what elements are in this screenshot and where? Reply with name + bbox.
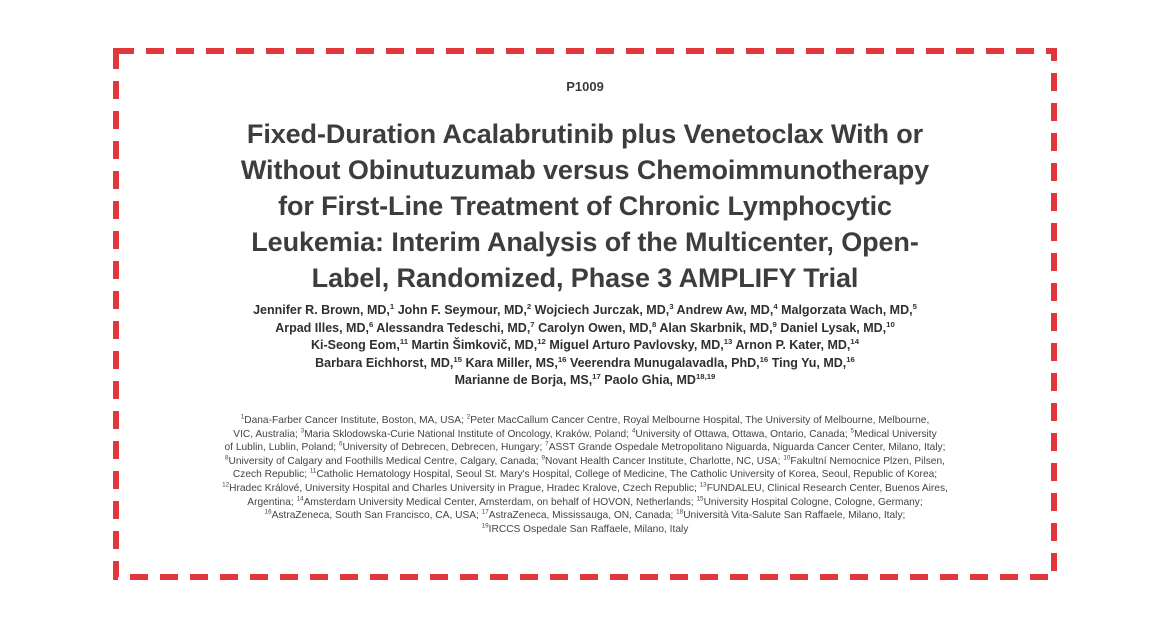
author-name: Kara Miller, MS, (461, 355, 558, 370)
affiliation-text: Maria Sklodowska-Curie National Institute of Oncology, Kraków, Poland; (304, 428, 632, 440)
author-name: Ki-Seong Eom, (310, 338, 400, 352)
affiliation-text: University of Debrecen, Debrecen, Hungary; (342, 442, 546, 454)
author-line (133, 355, 1037, 373)
affiliation-text: FUNDALEU, Clinical Research Center, Buenos Aires, (706, 482, 948, 494)
author-affiliation-number: 16 (846, 354, 855, 364)
author-name: Marianne de Borja, MS, (454, 373, 593, 387)
affiliation-line (123, 496, 1047, 510)
affiliation-number: 1 (240, 413, 245, 421)
affiliation-text: Catholic Hematology Hospital, Seoul St. Mary's Hospital, College of Medicine, The Catholic University of Korea, Seoul, Republic of Korea; (316, 469, 938, 481)
affiliation-text: ASST Grande Ospedale Metropolitano Niguarda, Niguarda Cancer Center, Milano, Italy; (548, 442, 946, 454)
affiliation-text: Amsterdam University Medical Center, Amsterdam, on behalf of HOVON, Netherlands; (303, 496, 697, 508)
affiliation-number: 9 (541, 454, 545, 462)
author-affiliation-number: 4 (773, 301, 778, 311)
author-line (133, 337, 1037, 355)
author-name: Wojciech Jurczak, MD, (531, 303, 670, 317)
author-affiliation-number: 18,19 (695, 371, 716, 381)
affiliation-text: VIC, Australia; (233, 428, 301, 440)
author-name: John F. Seymour, MD, (394, 303, 527, 317)
affiliation-text: Argentina; (247, 496, 297, 508)
author-name: Arpad Illes, MD, (275, 320, 369, 335)
author-name: Arnon P. Kater, MD, (732, 338, 851, 352)
affiliation-line (123, 455, 1047, 469)
author-name: Daniel Lysak, MD, (776, 320, 887, 335)
author-affiliation-number: 6 (368, 319, 374, 329)
affiliation-number: 15 (696, 495, 704, 503)
author-affiliation-number: 12 (537, 336, 546, 346)
author-name: Veerendra Munugalavadla, PhD, (566, 355, 760, 370)
affiliation-number: 14 (296, 495, 304, 503)
affiliation-text: University Hospital Cologne, Cologne, Germany; (703, 496, 923, 508)
affiliation-number: 8 (225, 454, 229, 462)
author-name: Martin Šimkovič, MD, (408, 338, 538, 352)
affiliation-text: University of Ottawa, Ottawa, Ontario, Canada; (635, 428, 851, 440)
affiliation-text: Medical University (854, 428, 937, 440)
affiliation-line (123, 441, 1047, 455)
affiliation-number: 18 (676, 508, 684, 516)
affiliation-number: 7 (545, 440, 549, 448)
author-name: Andrew Aw, MD, (673, 303, 774, 317)
author-affiliation-number: 16 (759, 354, 769, 364)
affiliation-number: 12 (222, 481, 230, 489)
author-name: Alessandra Tedeschi, MD, (373, 320, 531, 335)
affiliation-text: AstraZeneca, Mississauga, ON, Canada; (488, 510, 677, 522)
author-affiliation-number: 15 (453, 354, 462, 364)
author-name: Alan Skarbnik, MD, (656, 320, 773, 335)
affiliation-text: Fakultní Nemocnice Plzen, Pilsen, (790, 455, 945, 467)
title-line: Leukemia: Interim Analysis of the Multicenter, Open- (251, 227, 919, 257)
affiliation-number: 3 (300, 427, 305, 435)
affiliation-text: Università Vita-Salute San Raffaele, Milano, Italy; (683, 510, 906, 522)
title-line: for First-Line Treatment of Chronic Lymphocytic (278, 191, 892, 221)
author-list (133, 302, 1037, 390)
author-affiliation-number: 1 (389, 301, 395, 311)
author-affiliation-number: 17 (592, 371, 601, 381)
affiliation-number: 6 (338, 440, 343, 448)
affiliation-list (123, 414, 1047, 536)
affiliation-text: Peter MacCallum Cancer Centre, Royal Melbourne Hospital, The University of Melbourne, Melbourne, (470, 415, 930, 426)
affiliation-text: AstraZeneca, South San Francisco, CA, USA; (271, 510, 482, 522)
author-affiliation-number: 5 (912, 301, 917, 311)
title-line: Without Obinutuzumab versus Chemoimmunotherapy (240, 155, 930, 185)
author-name: Carolyn Owen, MD, (534, 320, 652, 335)
author-line (133, 372, 1037, 390)
affiliation-text: Dana-Farber Cancer Institute, Boston, MA, USA; (244, 415, 467, 426)
author-name: Malgorzata Wach, MD, (777, 303, 913, 317)
author-affiliation-number: 2 (526, 301, 532, 311)
author-affiliation-number: 14 (850, 336, 860, 346)
affiliation-text: of Lublin, Lublin, Poland; (224, 442, 339, 454)
author-affiliation-number: 10 (886, 319, 895, 329)
affiliation-text: Czech Republic; (232, 469, 310, 481)
affiliation-number: 11 (309, 467, 317, 475)
affiliation-text: IRCCS Ospedale San Raffaele, Milano, Italy (488, 523, 689, 535)
affiliation-line (123, 428, 1047, 442)
dashed-frame (113, 48, 1057, 580)
affiliation-number: 4 (631, 427, 636, 435)
affiliation-text: Novant Health Cancer Institute, Charlotte, NC, USA; (544, 455, 784, 467)
abstract-code: P1009 (566, 79, 604, 94)
affiliation-number: 13 (699, 481, 707, 489)
author-name: Jennifer R. Brown, MD, (253, 303, 390, 317)
author-name: Barbara Eichhorst, MD, (315, 355, 454, 370)
author-affiliation-number: 3 (669, 301, 674, 311)
title-line: Fixed-Duration Acalabrutinib plus Venetoclax With or (246, 119, 924, 149)
author-affiliation-number: 8 (652, 319, 657, 329)
affiliation-number: 17 (481, 508, 489, 516)
author-affiliation-number: 13 (723, 336, 733, 346)
affiliation-number: 5 (850, 427, 855, 435)
affiliation-text: University of Calgary and Foothills Medical Centre, Calgary, Canada; (228, 455, 542, 467)
author-name: Miguel Arturo Pavlovsky, MD, (545, 338, 724, 352)
affiliation-line (123, 468, 1047, 482)
affiliation-number: 16 (264, 508, 272, 516)
author-affiliation-number: 16 (557, 354, 567, 364)
affiliation-text: Hradec Králové, University Hospital and Charles University in Prague, Hradec Kralove, Czech Republic; (229, 482, 700, 494)
affiliation-line (123, 509, 1047, 523)
affiliation-number: 2 (466, 413, 471, 421)
author-line (133, 302, 1037, 320)
author-affiliation-number: 9 (772, 319, 777, 329)
title-line: Label, Randomized, Phase 3 AMPLIFY Trial (311, 263, 859, 293)
affiliation-line (123, 523, 1047, 537)
author-line (133, 320, 1037, 338)
affiliation-line (123, 414, 1047, 428)
author-name: Paolo Ghia, MD (600, 373, 696, 387)
affiliation-line (123, 482, 1047, 496)
affiliation-number: 10 (783, 454, 791, 462)
author-affiliation-number: 7 (530, 319, 535, 329)
affiliation-number: 19 (481, 522, 489, 530)
author-name: Ting Yu, MD, (768, 355, 847, 370)
author-affiliation-number: 11 (399, 336, 409, 346)
abstract-title (153, 116, 1017, 296)
